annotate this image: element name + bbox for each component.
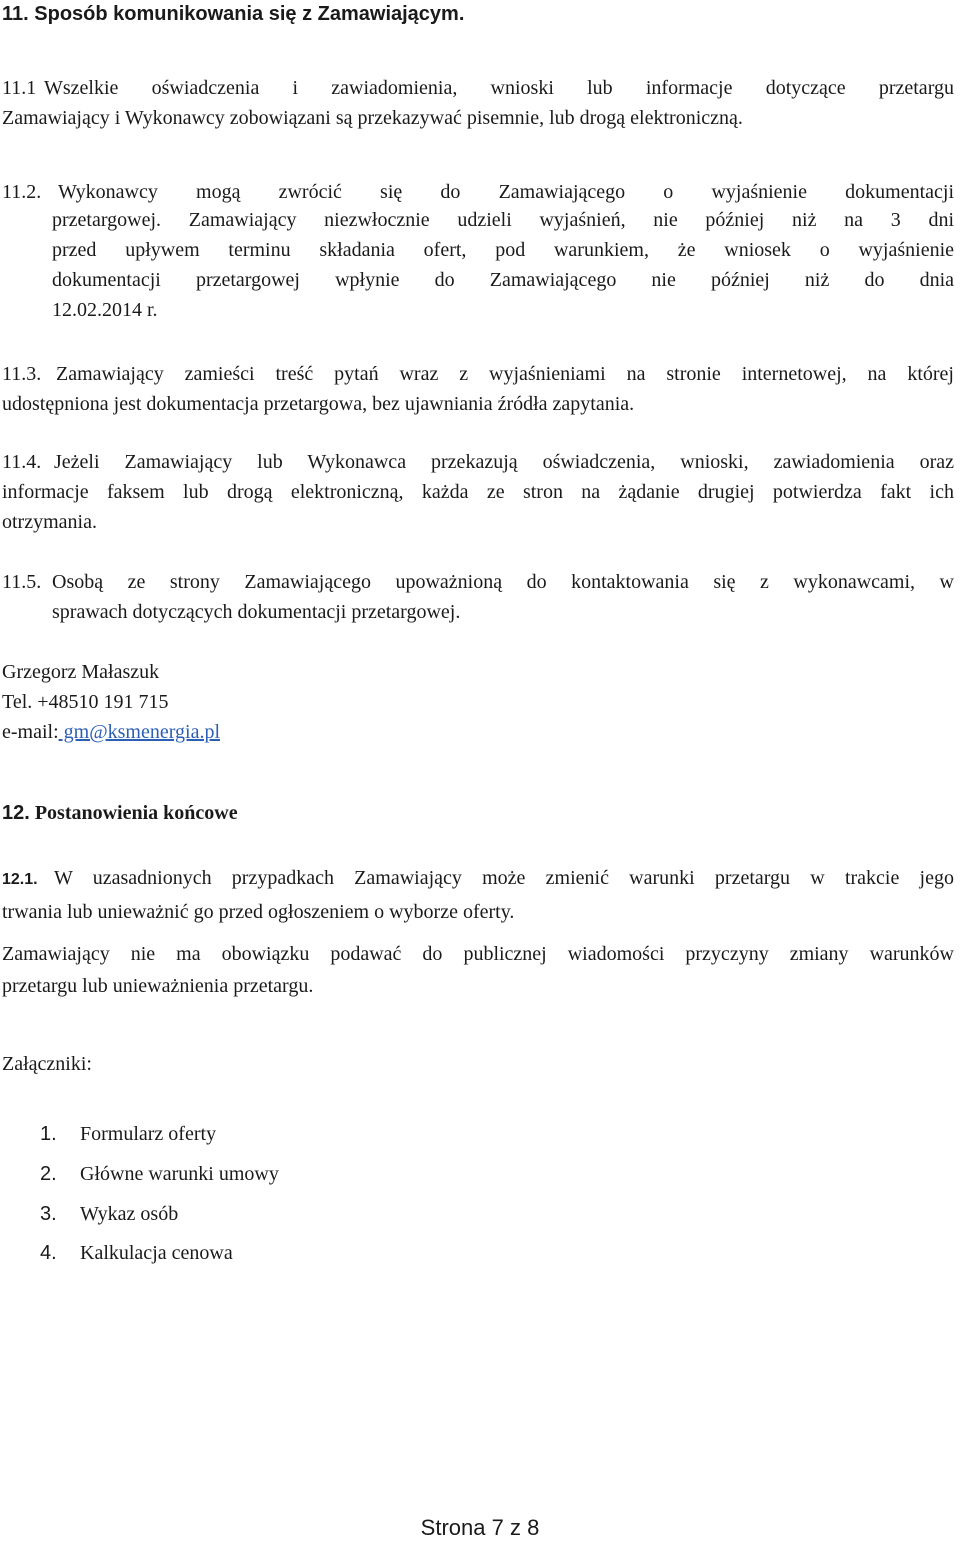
paragraph-12-1-line-1: W uzasadnionych przypadkach Zamawiający może zmienić warunki przetargu w trakcie jego	[54, 867, 954, 889]
paragraph-11-1-line-1: Wszelkie oświadczenia i zawiadomienia, wnioski lub informacje dotyczące przetargu	[44, 77, 954, 99]
paragraph-12-1-number: 12.1.	[2, 871, 38, 888]
attachment-item	[40, 1202, 178, 1226]
paragraph-12-2-line-1: Zamawiający nie ma obowiązku podawać do publicznej wiadomości przyczyny zmiany warunków	[2, 943, 954, 965]
paragraph-12-2-line-2: przetargu lub unieważnienia przetargu.	[2, 975, 314, 997]
contact-email-label: e-mail:	[2, 721, 59, 743]
attachment-number: 4.	[40, 1242, 57, 1264]
paragraph-11-3-line-1: Zamawiający zamieści treść pytań wraz z wyjaśnieniami na stronie internetowej, na której	[56, 363, 954, 385]
attachment-item	[40, 1122, 216, 1146]
section-12-heading	[2, 801, 238, 825]
contact-email-row	[2, 720, 220, 744]
section-11-heading-text: 11. Sposób komunikowania się z Zamawiającym.	[2, 3, 465, 25]
attachment-title: Formularz oferty	[80, 1123, 217, 1145]
page-footer	[0, 1514, 960, 1542]
paragraph-11-2-line-3: przed upływem terminu składania ofert, pod warunkiem, że wniosek o wyjaśnienie	[52, 239, 954, 261]
section-12-heading-text: Postanowienia końcowe	[34, 802, 238, 824]
paragraph-11-2-number: 11.2.	[2, 181, 42, 203]
paragraph-11-2-line-1: Wykonawcy mogą zwrócić się do Zamawiającego o wyjaśnienie dokumentacji	[58, 181, 954, 203]
paragraph-11-4-line-3: otrzymania.	[2, 511, 97, 533]
page-number-label: Strona 7 z 8	[420, 1515, 540, 1540]
attachments-label: Załączniki:	[2, 1053, 92, 1075]
attachment-number: 2.	[40, 1163, 57, 1185]
attachment-item	[40, 1241, 233, 1265]
contact-phone: Tel. +48510 191 715	[2, 691, 169, 713]
attachment-number: 3.	[40, 1203, 57, 1225]
paragraph-11-2-line-5: 12.02.2014 r.	[52, 299, 158, 321]
attachment-item	[40, 1162, 279, 1186]
paragraph-11-2-line-4: dokumentacji przetargowej wpłynie do Zamawiającego nie później niż do dnia	[52, 269, 954, 291]
paragraph-11-3-number: 11.3.	[2, 363, 42, 385]
paragraph-11-2-line-2: przetargowej. Zamawiający niezwłocznie udzieli wyjaśnień, nie później niż na 3 dni	[52, 209, 954, 231]
paragraph-11-5-number: 11.5.	[2, 571, 42, 593]
contact-email-link[interactable]: gm@ksmenergia.pl	[58, 721, 220, 743]
section-12-heading-number: 12.	[2, 802, 30, 824]
paragraph-11-1-number: 11.1	[2, 77, 37, 99]
paragraph-11-4-line-1: Jeżeli Zamawiający lub Wykonawca przekazują oświadczenia, wnioski, zawiadomienia oraz	[54, 451, 954, 473]
paragraph-11-5-line-2: sprawach dotyczących dokumentacji przetargowej.	[52, 601, 461, 623]
paragraph-11-4-line-2: informacje faksem lub drogą elektroniczną, każda ze stron na żądanie drugiej potwierdza fakt ich	[2, 481, 954, 503]
attachment-title: Główne warunki umowy	[80, 1163, 279, 1185]
section-11-heading	[2, 2, 464, 26]
attachment-title: Kalkulacja cenowa	[80, 1242, 233, 1264]
paragraph-11-1-line-2: Zamawiający i Wykonawcy zobowiązani są przekazywać pisemnie, lub drogą elektroniczną.	[2, 107, 743, 129]
paragraph-11-3-line-2: udostępniona jest dokumentacja przetargowa, bez ujawniania źródła zapytania.	[2, 393, 635, 415]
paragraph-11-4-number: 11.4.	[2, 451, 42, 473]
paragraph-12-1-line-2: trwania lub unieważnić go przed ogłoszeniem o wyborze oferty.	[2, 901, 515, 923]
paragraph-11-5-line-1: Osobą ze strony Zamawiającego upoważnioną do kontaktowania się z wykonawcami, w	[52, 571, 954, 593]
attachment-number: 1.	[40, 1123, 57, 1145]
contact-name: Grzegorz Małaszuk	[2, 661, 160, 683]
attachment-title: Wykaz osób	[80, 1203, 179, 1225]
